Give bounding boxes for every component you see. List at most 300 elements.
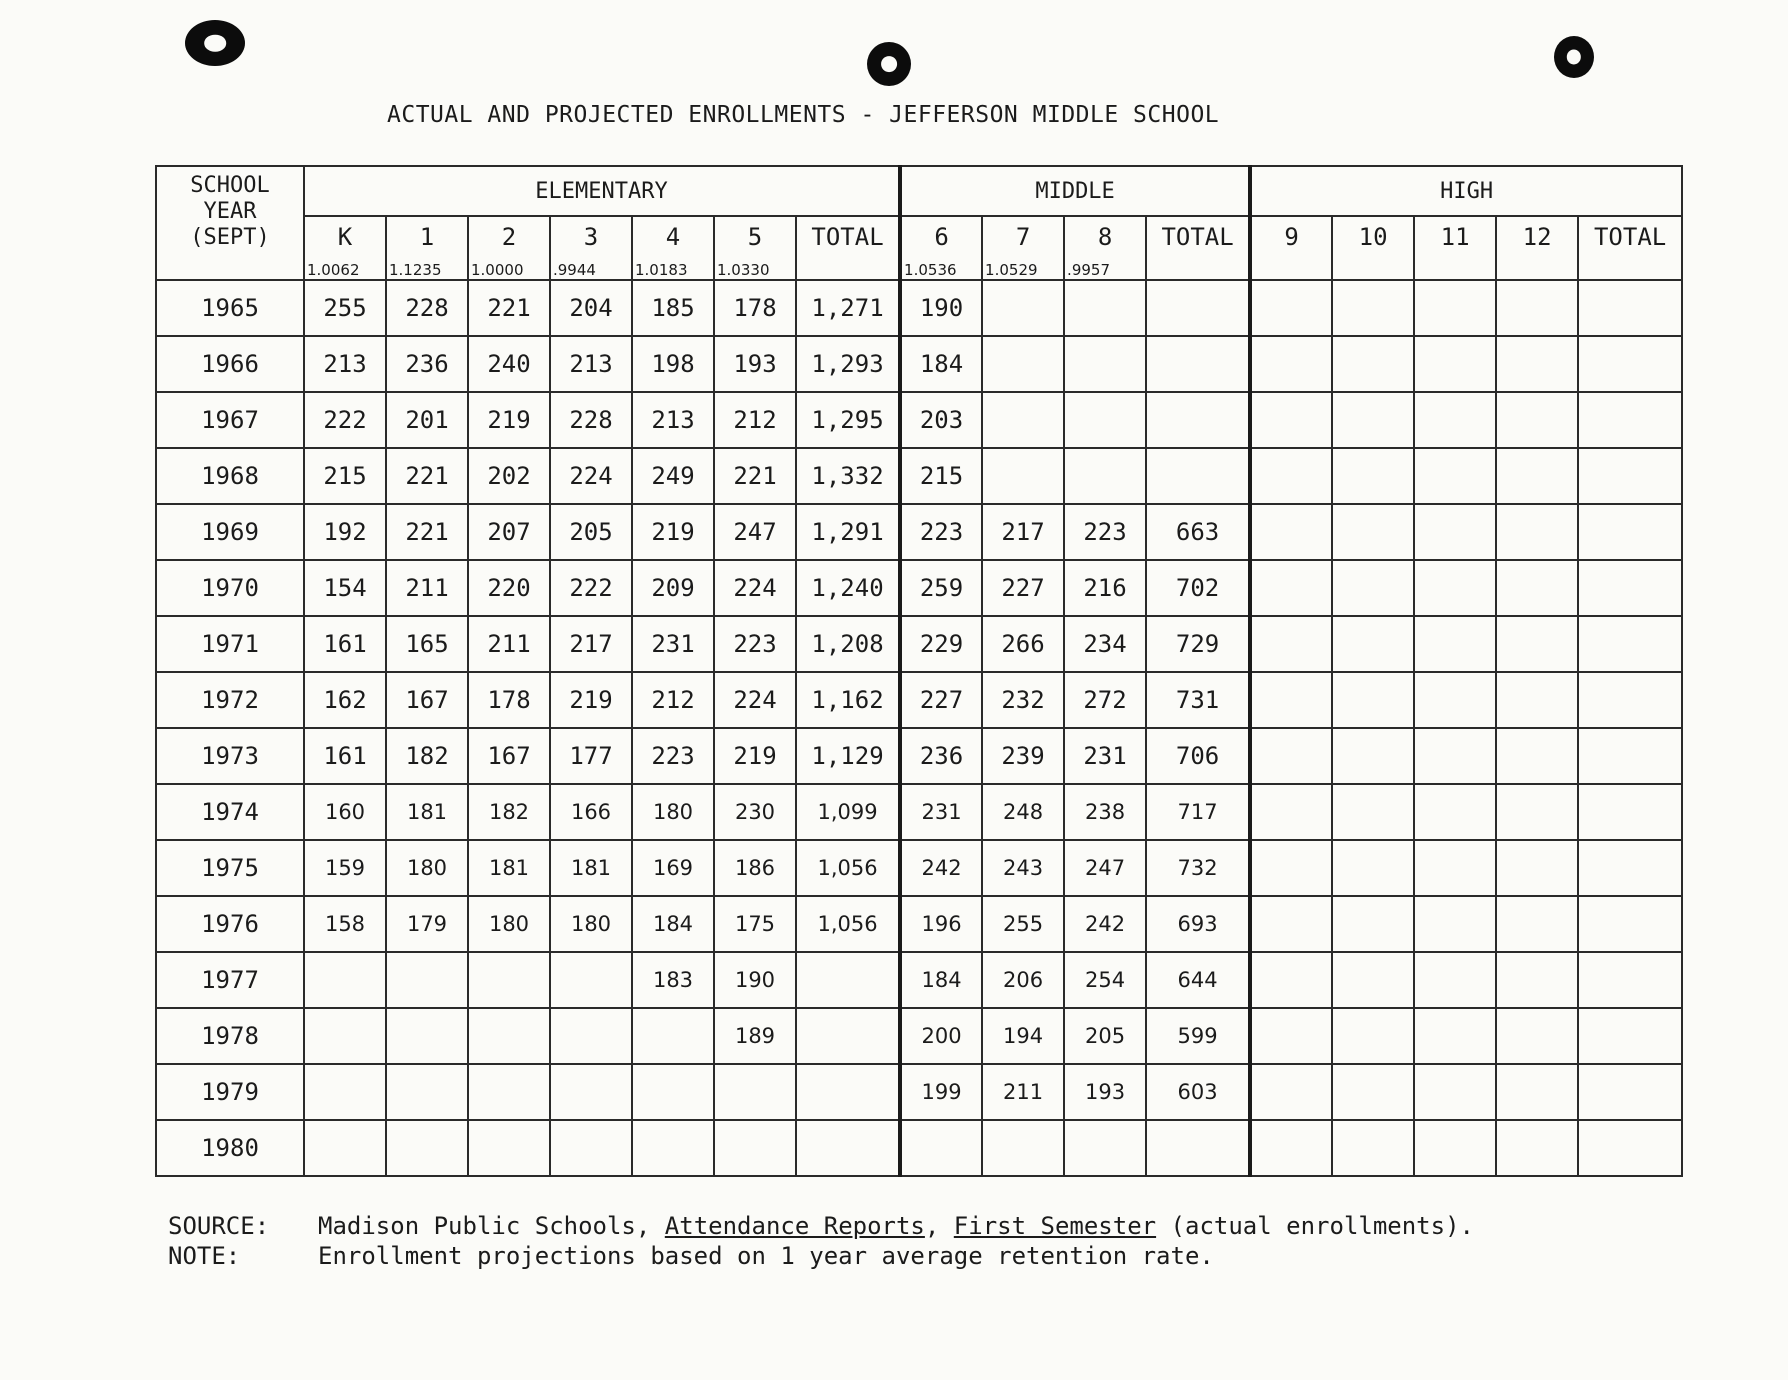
enrollment-cell xyxy=(304,1008,386,1064)
enrollment-cell xyxy=(1250,952,1332,1008)
enrollment-cell xyxy=(1332,1120,1414,1176)
enrollment-cell xyxy=(1250,392,1332,448)
enrollment-cell: 180 xyxy=(632,784,714,840)
enrollment-cell: 240 xyxy=(468,336,550,392)
enrollment-cell: 216 xyxy=(1064,560,1146,616)
enrollment-cell: 232 xyxy=(982,672,1064,728)
enrollment-cell: 224 xyxy=(550,448,632,504)
column-header xyxy=(1496,216,1578,280)
enrollment-cell xyxy=(1578,896,1682,952)
enrollment-cell xyxy=(1496,728,1578,784)
column-label: 4 xyxy=(665,223,681,251)
enrollment-cell xyxy=(1250,784,1332,840)
enrollment-cell xyxy=(1496,784,1578,840)
source-prefix: Madison Public Schools, xyxy=(318,1212,651,1240)
enrollment-cell xyxy=(1496,840,1578,896)
enrollment-cell: 1,332 xyxy=(796,448,900,504)
enrollment-cell: 167 xyxy=(386,672,468,728)
enrollment-cell: 178 xyxy=(714,280,796,336)
column-label: 5 xyxy=(747,223,763,251)
enrollment-cell xyxy=(1332,504,1414,560)
retention-rate xyxy=(1497,251,1577,279)
enrollment-cell: 1,162 xyxy=(796,672,900,728)
enrollment-cell xyxy=(1578,392,1682,448)
enrollment-cell: 181 xyxy=(468,840,550,896)
enrollment-cell: 231 xyxy=(1064,728,1146,784)
column-header xyxy=(632,216,714,280)
school-year-cell: 1969 xyxy=(156,504,304,560)
enrollment-cell: 221 xyxy=(714,448,796,504)
enrollment-cell xyxy=(796,1120,900,1176)
enrollment-cell xyxy=(1578,336,1682,392)
enrollment-cell xyxy=(1332,1064,1414,1120)
enrollment-cell xyxy=(796,1064,900,1120)
enrollment-cell: 706 xyxy=(1146,728,1250,784)
table-row xyxy=(156,728,1682,784)
enrollment-cell: 180 xyxy=(386,840,468,896)
enrollment-cell: 207 xyxy=(468,504,550,560)
enrollment-cell: 236 xyxy=(900,728,982,784)
enrollment-cell xyxy=(1064,448,1146,504)
enrollment-cell xyxy=(1578,1008,1682,1064)
enrollment-cell xyxy=(304,1120,386,1176)
column-label: 9 xyxy=(1284,223,1299,251)
enrollment-cell: 242 xyxy=(900,840,982,896)
enrollment-cell: 223 xyxy=(1064,504,1146,560)
enrollment-cell: 185 xyxy=(632,280,714,336)
retention-rate: 1.0062 xyxy=(307,261,360,279)
source-title-attendance: Attendance Reports xyxy=(664,1212,925,1240)
enrollment-cell xyxy=(1146,336,1250,392)
column-header xyxy=(900,216,982,280)
enrollment-cell xyxy=(386,1064,468,1120)
enrollment-cell: 184 xyxy=(900,952,982,1008)
document-title: ACTUAL AND PROJECTED ENROLLMENTS - JEFFERSON MIDDLE SCHOOL xyxy=(387,102,1220,128)
school-year-cell: 1973 xyxy=(156,728,304,784)
enrollment-cell xyxy=(468,952,550,1008)
enrollment-cell xyxy=(1250,1120,1332,1176)
retention-rate xyxy=(1252,251,1331,279)
enrollment-cell xyxy=(1496,336,1578,392)
school-year-cell: 1966 xyxy=(156,336,304,392)
enrollment-cell: 731 xyxy=(1146,672,1250,728)
enrollment-cell xyxy=(982,336,1064,392)
column-header xyxy=(550,216,632,280)
enrollment-cell xyxy=(1250,672,1332,728)
enrollment-cell: 222 xyxy=(304,392,386,448)
enrollment-cell: 200 xyxy=(900,1008,982,1064)
enrollment-cell xyxy=(1496,560,1578,616)
enrollment-cell: 215 xyxy=(304,448,386,504)
enrollment-cell xyxy=(1332,280,1414,336)
enrollment-cell xyxy=(714,1064,796,1120)
school-year-cell: 1975 xyxy=(156,840,304,896)
column-header xyxy=(386,216,468,280)
enrollment-cell xyxy=(632,1120,714,1176)
enrollment-cell xyxy=(1496,896,1578,952)
school-year-cell: 1965 xyxy=(156,280,304,336)
enrollment-cell: 182 xyxy=(386,728,468,784)
enrollment-cell xyxy=(1578,504,1682,560)
enrollment-cell xyxy=(1146,448,1250,504)
enrollment-cell xyxy=(1414,952,1496,1008)
enrollment-cell xyxy=(1414,448,1496,504)
column-label: 2 xyxy=(501,223,517,251)
enrollment-cell: 255 xyxy=(982,896,1064,952)
table-row xyxy=(156,336,1682,392)
enrollment-cell xyxy=(796,1008,900,1064)
enrollment-cell: 1,291 xyxy=(796,504,900,560)
enrollment-cell: 229 xyxy=(900,616,982,672)
column-label: 12 xyxy=(1522,223,1552,251)
enrollment-cell: 242 xyxy=(1064,896,1146,952)
retention-rate: 1.0000 xyxy=(471,261,524,279)
enrollment-cell xyxy=(1146,1120,1250,1176)
enrollment-cell xyxy=(550,1064,632,1120)
enrollment-cell xyxy=(982,280,1064,336)
enrollment-cell: 196 xyxy=(900,896,982,952)
enrollment-cell: 227 xyxy=(982,560,1064,616)
school-year-cell: 1976 xyxy=(156,896,304,952)
column-header xyxy=(982,216,1064,280)
enrollment-cell xyxy=(1414,392,1496,448)
enrollment-cell: 182 xyxy=(468,784,550,840)
source-separator: , xyxy=(924,1212,940,1240)
column-header-row xyxy=(156,216,1682,280)
enrollment-cell: 184 xyxy=(900,336,982,392)
enrollment-cell xyxy=(1414,616,1496,672)
year-header-line: (SEPT) xyxy=(190,225,270,250)
enrollment-cell xyxy=(550,1120,632,1176)
enrollment-cell: 223 xyxy=(632,728,714,784)
enrollment-cell: 169 xyxy=(632,840,714,896)
enrollment-cell: 231 xyxy=(900,784,982,840)
year-header-line: SCHOOL xyxy=(190,173,270,198)
source-line xyxy=(168,1212,1474,1240)
column-label: 6 xyxy=(934,223,949,251)
enrollment-cell: 199 xyxy=(900,1064,982,1120)
enrollment-cell xyxy=(1414,728,1496,784)
table-row xyxy=(156,952,1682,1008)
enrollment-cell: 158 xyxy=(304,896,386,952)
enrollment-cell: 221 xyxy=(468,280,550,336)
enrollment-cell: 236 xyxy=(386,336,468,392)
enrollment-cell: 1,271 xyxy=(796,280,900,336)
year-header-line: YEAR xyxy=(203,199,257,224)
enrollment-cell: 159 xyxy=(304,840,386,896)
enrollment-cell: 161 xyxy=(304,616,386,672)
enrollment-cell xyxy=(1250,504,1332,560)
enrollment-cell xyxy=(1578,952,1682,1008)
retention-rate: 1.0536 xyxy=(904,261,957,279)
enrollment-cell: 201 xyxy=(386,392,468,448)
enrollment-cell: 205 xyxy=(1064,1008,1146,1064)
note-label: NOTE: xyxy=(168,1242,241,1270)
retention-rate: .9957 xyxy=(1067,261,1110,279)
enrollment-cell xyxy=(386,1120,468,1176)
enrollment-cell xyxy=(1250,448,1332,504)
note-line xyxy=(168,1242,1214,1270)
enrollment-cell: 1,056 xyxy=(796,840,900,896)
retention-rate xyxy=(1333,251,1413,279)
enrollment-cell xyxy=(1496,672,1578,728)
enrollment-cell xyxy=(1496,504,1578,560)
enrollment-cell xyxy=(1250,1064,1332,1120)
retention-rate: 1.1235 xyxy=(389,261,442,279)
enrollment-cell xyxy=(1332,392,1414,448)
school-year-cell: 1971 xyxy=(156,616,304,672)
enrollment-cell xyxy=(632,1064,714,1120)
enrollment-cell xyxy=(1250,728,1332,784)
enrollment-cell: 160 xyxy=(304,784,386,840)
enrollment-cell xyxy=(1578,672,1682,728)
punch-hole xyxy=(185,20,245,66)
enrollment-cell: 249 xyxy=(632,448,714,504)
school-year-cell: 1979 xyxy=(156,1064,304,1120)
enrollment-cell: 203 xyxy=(900,392,982,448)
column-label: 10 xyxy=(1358,223,1388,251)
enrollment-cell xyxy=(1414,784,1496,840)
enrollment-cell xyxy=(1496,392,1578,448)
enrollment-cell: 166 xyxy=(550,784,632,840)
enrollment-cell xyxy=(468,1120,550,1176)
enrollment-cell xyxy=(1064,392,1146,448)
enrollment-cell: 221 xyxy=(386,448,468,504)
enrollment-cell: 165 xyxy=(386,616,468,672)
enrollment-cell: 186 xyxy=(714,840,796,896)
enrollment-cell xyxy=(982,392,1064,448)
column-label: TOTAL xyxy=(1161,223,1234,251)
table-row xyxy=(156,840,1682,896)
enrollment-cell: 732 xyxy=(1146,840,1250,896)
source-suffix: (actual enrollments). xyxy=(1170,1212,1474,1240)
enrollment-cell: 223 xyxy=(714,616,796,672)
enrollment-cell xyxy=(1414,840,1496,896)
school-year-cell: 1970 xyxy=(156,560,304,616)
enrollment-cell xyxy=(900,1120,982,1176)
enrollment-cell xyxy=(1578,840,1682,896)
enrollment-cell: 220 xyxy=(468,560,550,616)
school-year-cell: 1972 xyxy=(156,672,304,728)
enrollment-cell: 1,208 xyxy=(796,616,900,672)
enrollment-cell: 644 xyxy=(1146,952,1250,1008)
school-year-cell: 1967 xyxy=(156,392,304,448)
column-label: K xyxy=(337,223,353,251)
enrollment-cell: 1,293 xyxy=(796,336,900,392)
enrollment-cell xyxy=(1064,336,1146,392)
enrollment-cell: 205 xyxy=(550,504,632,560)
retention-rate: 1.0183 xyxy=(635,261,688,279)
table-row xyxy=(156,560,1682,616)
enrollment-cell xyxy=(1250,336,1332,392)
retention-rate xyxy=(1415,251,1495,279)
column-label: TOTAL xyxy=(811,223,884,251)
enrollment-cell xyxy=(1250,896,1332,952)
column-label: 3 xyxy=(583,223,599,251)
enrollment-cell xyxy=(1332,952,1414,1008)
enrollment-cell xyxy=(1064,280,1146,336)
table-row xyxy=(156,784,1682,840)
enrollment-cell xyxy=(1578,1064,1682,1120)
retention-rate xyxy=(1579,251,1681,279)
school-year-cell: 1980 xyxy=(156,1120,304,1176)
enrollment-cell xyxy=(982,448,1064,504)
enrollment-cell xyxy=(1250,280,1332,336)
school-year-cell: 1978 xyxy=(156,1008,304,1064)
enrollment-cell: 1,056 xyxy=(796,896,900,952)
enrollment-cell: 219 xyxy=(468,392,550,448)
enrollment-cell: 266 xyxy=(982,616,1064,672)
enrollment-cell xyxy=(1332,728,1414,784)
enrollment-cell: 255 xyxy=(304,280,386,336)
enrollment-cell xyxy=(1064,1120,1146,1176)
table-body xyxy=(156,280,1682,1176)
enrollment-cell xyxy=(1578,560,1682,616)
school-year-cell: 1968 xyxy=(156,448,304,504)
retention-rate xyxy=(1147,251,1248,279)
group-header-elementary: ELEMENTARY xyxy=(304,166,900,216)
enrollment-cell: 181 xyxy=(386,784,468,840)
enrollment-cell: 180 xyxy=(468,896,550,952)
enrollment-cell: 193 xyxy=(1064,1064,1146,1120)
enrollment-cell: 1,099 xyxy=(796,784,900,840)
column-header xyxy=(1146,216,1250,280)
enrollment-cell: 177 xyxy=(550,728,632,784)
enrollment-cell: 238 xyxy=(1064,784,1146,840)
enrollment-cell: 231 xyxy=(632,616,714,672)
enrollment-cell xyxy=(1250,616,1332,672)
enrollment-cell: 175 xyxy=(714,896,796,952)
enrollment-cell xyxy=(1250,560,1332,616)
table-row xyxy=(156,448,1682,504)
enrollment-cell: 228 xyxy=(550,392,632,448)
enrollment-cell xyxy=(550,952,632,1008)
enrollment-cell xyxy=(1578,280,1682,336)
table-row xyxy=(156,672,1682,728)
enrollment-cell: 192 xyxy=(304,504,386,560)
enrollment-cell: 178 xyxy=(468,672,550,728)
column-header xyxy=(1064,216,1146,280)
enrollment-cell xyxy=(1414,280,1496,336)
enrollment-cell: 204 xyxy=(550,280,632,336)
enrollment-table xyxy=(155,165,1683,1177)
enrollment-cell xyxy=(1332,672,1414,728)
enrollment-cell xyxy=(1250,840,1332,896)
enrollment-cell: 247 xyxy=(1064,840,1146,896)
enrollment-cell: 227 xyxy=(900,672,982,728)
retention-rate xyxy=(797,251,898,279)
enrollment-cell: 180 xyxy=(550,896,632,952)
enrollment-cell: 193 xyxy=(714,336,796,392)
enrollment-cell xyxy=(1332,336,1414,392)
enrollment-cell: 224 xyxy=(714,560,796,616)
enrollment-cell: 213 xyxy=(550,336,632,392)
enrollment-cell: 243 xyxy=(982,840,1064,896)
enrollment-cell xyxy=(1578,784,1682,840)
enrollment-cell xyxy=(1414,672,1496,728)
group-header-high: HIGH xyxy=(1250,166,1682,216)
enrollment-cell xyxy=(1414,560,1496,616)
enrollment-cell xyxy=(1414,1064,1496,1120)
enrollment-cell: 213 xyxy=(632,392,714,448)
enrollment-cell: 167 xyxy=(468,728,550,784)
enrollment-cell xyxy=(1496,952,1578,1008)
enrollment-cell xyxy=(1414,1008,1496,1064)
enrollment-cell: 222 xyxy=(550,560,632,616)
column-header xyxy=(1332,216,1414,280)
enrollment-cell xyxy=(304,952,386,1008)
enrollment-cell: 702 xyxy=(1146,560,1250,616)
enrollment-cell xyxy=(468,1008,550,1064)
enrollment-cell: 230 xyxy=(714,784,796,840)
enrollment-cell xyxy=(1578,728,1682,784)
enrollment-cell: 202 xyxy=(468,448,550,504)
enrollment-cell: 211 xyxy=(386,560,468,616)
enrollment-cell: 219 xyxy=(632,504,714,560)
enrollment-cell: 254 xyxy=(1064,952,1146,1008)
enrollment-cell: 239 xyxy=(982,728,1064,784)
column-header xyxy=(714,216,796,280)
enrollment-cell: 1,129 xyxy=(796,728,900,784)
table-row xyxy=(156,616,1682,672)
enrollment-cell: 693 xyxy=(1146,896,1250,952)
column-label: 1 xyxy=(419,223,435,251)
school-year-cell: 1974 xyxy=(156,784,304,840)
enrollment-cell xyxy=(796,952,900,1008)
enrollment-cell: 217 xyxy=(550,616,632,672)
table-row xyxy=(156,1008,1682,1064)
enrollment-cell xyxy=(1414,896,1496,952)
enrollment-cell: 217 xyxy=(982,504,1064,560)
enrollment-cell xyxy=(1578,448,1682,504)
enrollment-cell xyxy=(1332,448,1414,504)
column-label: 7 xyxy=(1015,223,1031,251)
retention-rate: 1.0529 xyxy=(985,261,1038,279)
enrollment-cell: 211 xyxy=(468,616,550,672)
enrollment-cell xyxy=(1332,560,1414,616)
column-header xyxy=(468,216,550,280)
enrollment-cell xyxy=(1496,1120,1578,1176)
enrollment-cell: 190 xyxy=(900,280,982,336)
enrollment-cell xyxy=(386,1008,468,1064)
enrollment-cell: 194 xyxy=(982,1008,1064,1064)
column-label: 8 xyxy=(1097,223,1113,251)
enrollment-cell: 212 xyxy=(632,672,714,728)
column-label: 11 xyxy=(1440,223,1470,251)
enrollment-cell: 603 xyxy=(1146,1064,1250,1120)
punch-hole xyxy=(1554,36,1594,78)
enrollment-cell: 183 xyxy=(632,952,714,1008)
enrollment-cell: 272 xyxy=(1064,672,1146,728)
enrollment-cell xyxy=(1332,616,1414,672)
enrollment-cell: 219 xyxy=(550,672,632,728)
enrollment-cell xyxy=(632,1008,714,1064)
enrollment-cell: 234 xyxy=(1064,616,1146,672)
enrollment-cell xyxy=(1146,280,1250,336)
retention-rate: 1.0330 xyxy=(717,261,770,279)
enrollment-cell xyxy=(550,1008,632,1064)
table-row xyxy=(156,1064,1682,1120)
enrollment-cell: 224 xyxy=(714,672,796,728)
enrollment-cell: 179 xyxy=(386,896,468,952)
enrollment-cell: 248 xyxy=(982,784,1064,840)
column-header xyxy=(1578,216,1682,280)
enrollment-cell: 247 xyxy=(714,504,796,560)
enrollment-cell xyxy=(386,952,468,1008)
enrollment-cell: 198 xyxy=(632,336,714,392)
enrollment-cell: 219 xyxy=(714,728,796,784)
enrollment-cell: 154 xyxy=(304,560,386,616)
